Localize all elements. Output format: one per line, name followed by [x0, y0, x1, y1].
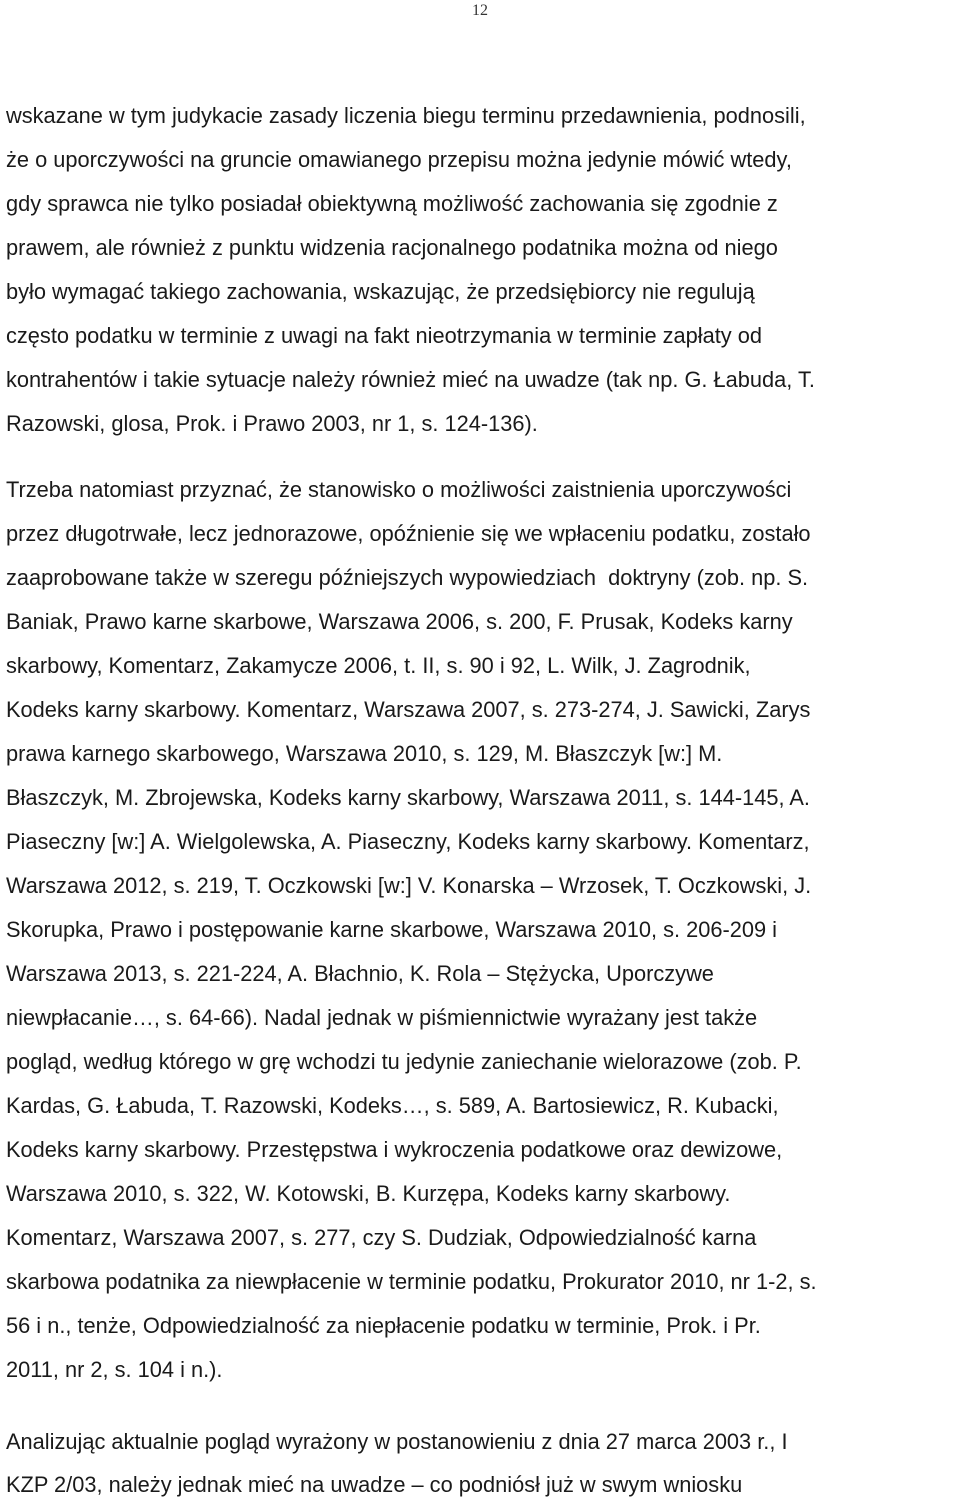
text-line: wskazane w tym judykacie zasady liczenia biegu terminu przedawnienia, podnosili,: [6, 103, 806, 128]
text-line: skarbowa podatnika za niewpłacenie w terminie podatku, Prokurator 2010, nr 1-2, s.: [6, 1269, 817, 1294]
text-line: Razowski, glosa, Prok. i Prawo 2003, nr 1, s. 124-136).: [6, 411, 538, 436]
text-line: kontrahentów i takie sytuacje należy również mieć na uwadze (tak np. G. Łabuda, T.: [6, 367, 815, 392]
text-line: Błaszczyk, M. Zbrojewska, Kodeks karny skarbowy, Warszawa 2011, s. 144-145, A.: [6, 785, 810, 810]
text-line: 56 i n., tenże, Odpowiedzialność za niepłacenie podatku w terminie, Prok. i Pr.: [6, 1313, 761, 1338]
text-line: Kardas, G. Łabuda, T. Razowski, Kodeks…, s. 589, A. Bartosiewicz, R. Kubacki,: [6, 1093, 779, 1118]
text-line: niewpłacanie…, s. 64-66). Nadal jednak w piśmiennictwie wyrażany jest także: [6, 1005, 758, 1030]
text-line: Komentarz, Warszawa 2007, s. 277, czy S. Dudziak, Odpowiedzialność karna: [6, 1225, 757, 1250]
text-line: zaaprobowane także w szeregu późniejszych wypowiedziach doktryny (zob. np. S.: [6, 565, 809, 590]
text-line: Kodeks karny skarbowy. Komentarz, Warszawa 2007, s. 273-274, J. Sawicki, Zarys: [6, 697, 811, 722]
text-line: prawa karnego skarbowego, Warszawa 2010, s. 129, M. Błaszczyk [w:] M.: [6, 741, 723, 766]
text-line: Trzeba natomiast przyznać, że stanowisko o możliwości zaistnienia uporczywości: [6, 477, 792, 502]
text-line: prawem, ale również z punktu widzenia racjonalnego podatnika można od niego: [6, 235, 778, 260]
text-line: pogląd, według którego w grę wchodzi tu jedynie zaniechanie wielorazowe (zob. P.: [6, 1049, 802, 1074]
text-line: Analizując aktualnie pogląd wyrażony w postanowieniu z dnia 27 marca 2003 r., I: [6, 1429, 788, 1454]
text-line: Kodeks karny skarbowy. Przestępstwa i wykroczenia podatkowe oraz dewizowe,: [6, 1137, 783, 1162]
text-line: przez długotrwałe, lecz jednorazowe, opóźnienie się we wpłaceniu podatku, zostało: [6, 521, 811, 546]
text-line: 2011, nr 2, s. 104 i n.).: [6, 1357, 223, 1382]
text-line: Baniak, Prawo karne skarbowe, Warszawa 2006, s. 200, F. Prusak, Kodeks karny: [6, 609, 793, 634]
text-line: Warszawa 2010, s. 322, W. Kotowski, B. Kurzępa, Kodeks karny skarbowy.: [6, 1181, 731, 1206]
text-line: gdy sprawca nie tylko posiadał obiektywną możliwość zachowania się zgodnie z: [6, 191, 778, 216]
text-line: skarbowy, Komentarz, Zakamycze 2006, t. II, s. 90 i 92, L. Wilk, J. Zagrodnik,: [6, 653, 751, 678]
text-line: często podatku w terminie z uwagi na fakt nieotrzymania w terminie zapłaty od: [6, 323, 762, 348]
text-line: było wymagać takiego zachowania, wskazując, że przedsiębiorcy nie regulują: [6, 279, 755, 304]
text-line: Piaseczny [w:] A. Wielgolewska, A. Piaseczny, Kodeks karny skarbowy. Komentarz,: [6, 829, 810, 854]
text-line: Warszawa 2013, s. 221-224, A. Błachnio, K. Rola – Stężycka, Uporczywe: [6, 961, 714, 986]
text-line: że o uporczywości na gruncie omawianego przepisu można jedynie mówić wtedy,: [6, 147, 792, 172]
text-line: Skorupka, Prawo i postępowanie karne skarbowe, Warszawa 2010, s. 206-209 i: [6, 917, 777, 942]
text-line: KZP 2/03, należy jednak mieć na uwadze – co podniósł już w swym wniosku: [6, 1472, 743, 1497]
page-number: 12: [472, 2, 488, 19]
text-line: Warszawa 2012, s. 219, T. Oczkowski [w:] V. Konarska – Wrzosek, T. Oczkowski, J.: [6, 873, 812, 898]
